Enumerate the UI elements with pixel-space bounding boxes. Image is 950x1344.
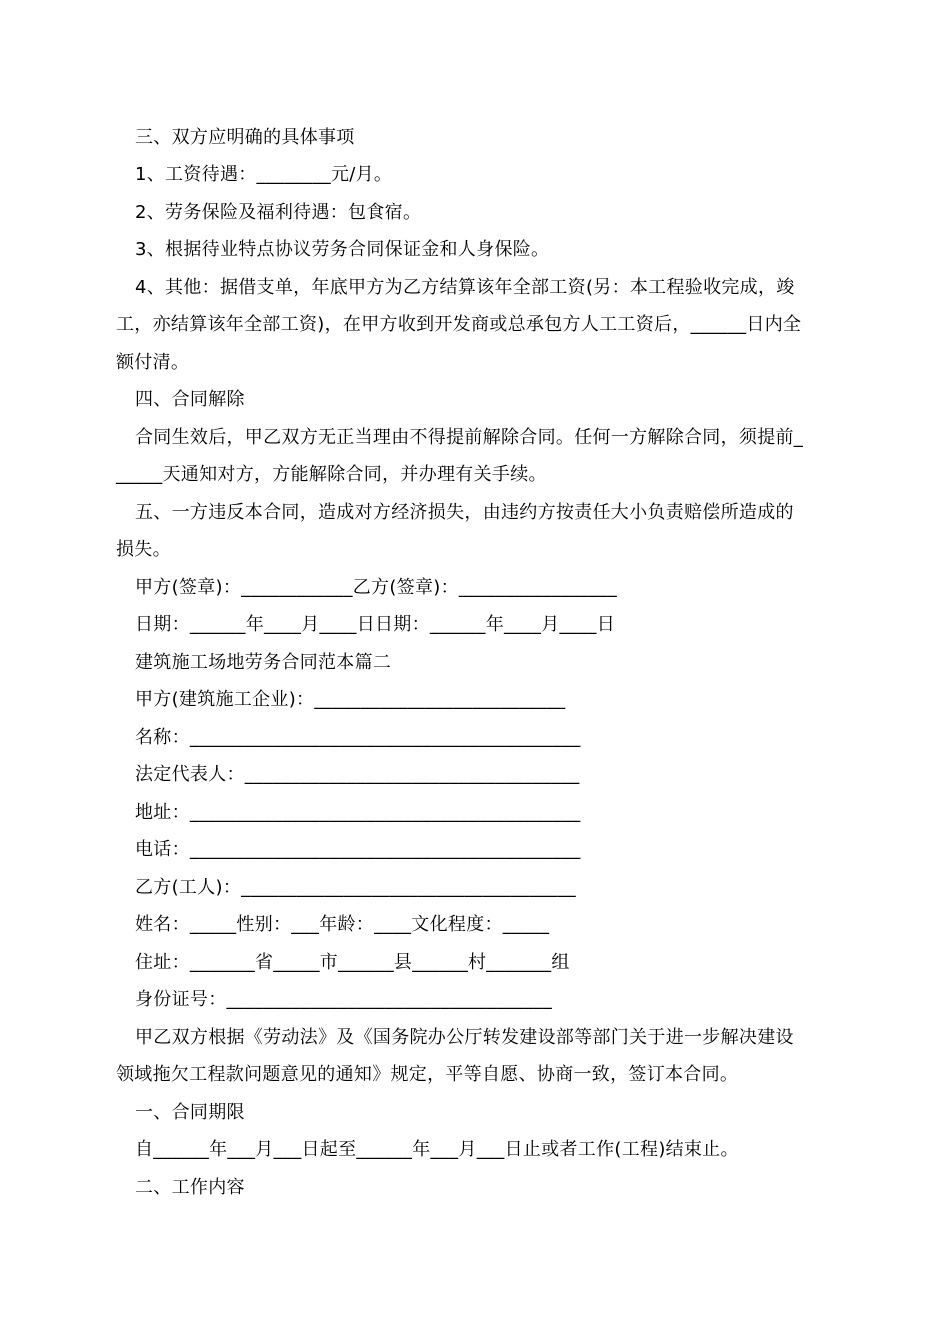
section-heading-work: 二、工作内容 xyxy=(135,1177,245,1198)
phone-field: 电话：__________________________________________ xyxy=(135,839,581,860)
signature-line: 甲方(签章)：____________乙方(签章)：_________________ xyxy=(135,577,617,598)
legal-rep-field: 法定代表人：____________________________________ xyxy=(135,764,580,785)
clause-other-line1: 4、其他：据借支单，年底甲方为乙方结算该年全部工资(另：本工程验收完成，竣 xyxy=(135,277,795,298)
preamble-line2: 领域拖欠工程款问题意见的通知》规定，平等自愿、协商一致，签订本合同。 xyxy=(116,1064,739,1085)
date-line: 日期：______年____月____日日期：______年____月____日 xyxy=(135,614,615,635)
breach-line2: 损失。 xyxy=(116,539,171,560)
clause-deposit: 3、根据待业特点协议劳务合同保证金和人身保险。 xyxy=(135,239,550,260)
id-number-field: 身份证号：___________________________________ xyxy=(135,989,552,1010)
clause-insurance: 2、劳务保险及福利待遇：包食宿。 xyxy=(135,202,422,223)
breach-line1: 五、一方违反本合同，造成对方经济损失，由违约方按责任大小负责赔偿所造成的 xyxy=(135,502,794,523)
name-field: 名称：__________________________________________ xyxy=(135,727,581,748)
termination-line2: _____天通知对方，方能解除合同，并办理有关手续。 xyxy=(116,464,547,485)
termination-line1: 合同生效后，甲乙双方无正当理由不得提前解除合同。任何一方解除合同，须提前_ xyxy=(135,427,804,448)
section-heading-3: 三、双方应明确的具体事项 xyxy=(135,127,355,148)
clause-wage: 1、工资待遇：________元/月。 xyxy=(135,164,393,185)
party-b-field: 乙方(工人)：____________________________________ xyxy=(135,877,576,898)
personal-info-field: 姓名：_____性别：___年龄：____文化程度：_____ xyxy=(135,914,550,935)
contract-title-2: 建筑施工场地劳务合同范本篇二 xyxy=(135,652,392,673)
clause-other-line2: 工，亦结算该年全部工资)，在甲方收到开发商或总承包方人工工资后，______日内全 xyxy=(116,314,802,335)
party-a-field: 甲方(建筑施工企业)：___________________________ xyxy=(135,689,566,710)
term-clause: 自______年___月___日起至______年___月___日止或者工作(工程)结束止。 xyxy=(135,1139,739,1160)
residence-field: 住址：_______省_____市______县______村_______组 xyxy=(135,952,570,973)
preamble-line1: 甲乙双方根据《劳动法》及《国务院办公厅转发建设部等部门关于进一步解决建设 xyxy=(135,1027,794,1048)
section-heading-4: 四、合同解除 xyxy=(135,389,245,410)
address-field: 地址：__________________________________________ xyxy=(135,802,581,823)
clause-other-line3: 额付清。 xyxy=(116,352,190,373)
section-heading-term: 一、合同期限 xyxy=(135,1102,245,1123)
